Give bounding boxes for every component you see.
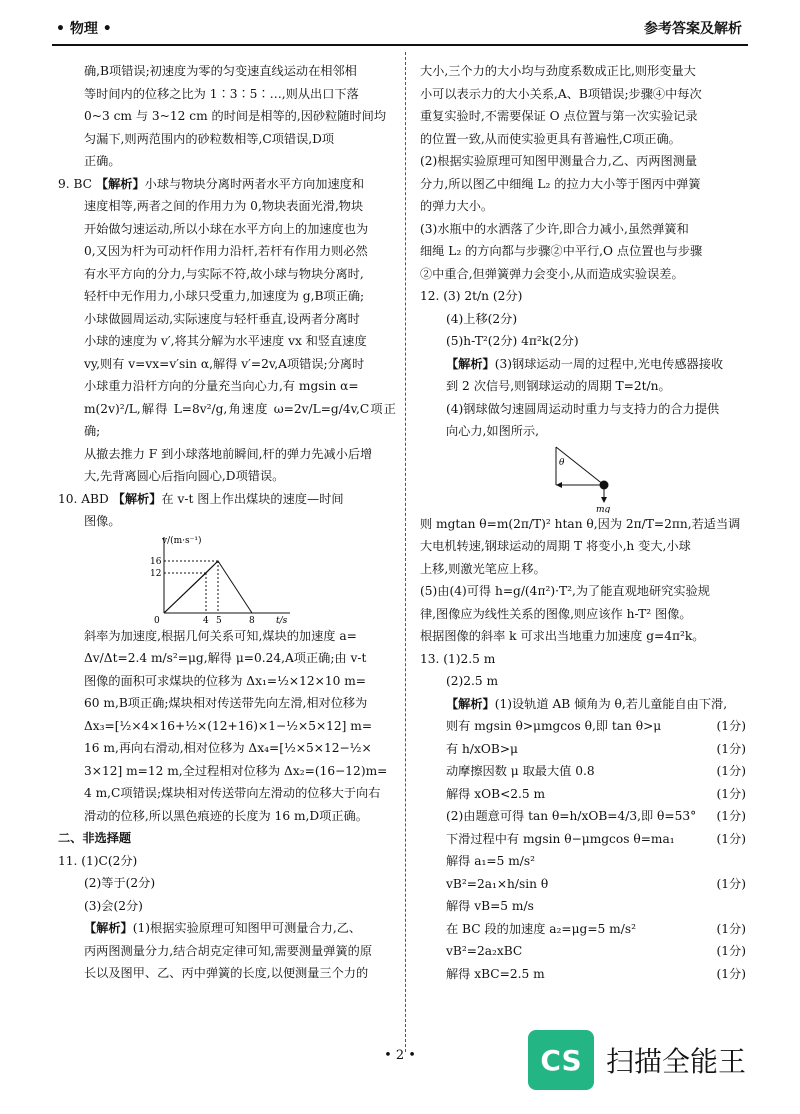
text-line: 的位置一致,从而使实验更具有普遍性,C项正确。 (420, 131, 681, 146)
text-line: m(2v)²/L,解得 L=8v²/g,角速度 ω=2v/L=g/4v,C项正确; (84, 401, 396, 438)
q13-analysis (420, 693, 746, 716)
step-text: (2)由题意可得 tan θ=h/xOB=4/3,即 θ=53° (446, 809, 697, 823)
vt-graph-wrapper (58, 533, 396, 625)
header-subject: • 物理 • (56, 21, 112, 37)
text-line: 滑动的位移,所以黑色痕迹的长度为 16 m,D项正确。 (84, 808, 368, 823)
step-text: vB²=2a₂xBC (446, 944, 523, 958)
text-line: 小球重力沿杆方向的分量充当向心力,有 mgsin α= (84, 379, 359, 393)
text-line: 根据图像的斜率 k 可求出当地重力加速度 g=4π²k。 (420, 629, 705, 643)
vt-graph (150, 533, 300, 625)
page-number: • 2 • (384, 1048, 416, 1063)
points: (1分) (716, 764, 746, 778)
text-line: vy,则有 v=vx=v′sin α,解得 v′=2v,A项错误;分离时 (84, 356, 365, 371)
text-line: 等时间内的位移之比为 1∶3∶5∶…,则从出口下落 (84, 86, 359, 101)
text-line: (5)由(4)可得 h=g/(4π²)·T²,为了能直观地研究实验规 (420, 584, 710, 598)
step-text: 解得 xOB<2.5 m (446, 786, 546, 801)
camscanner-logo-icon: CS (528, 1030, 594, 1090)
text-line: (2)根据实验原理可知图甲测量合力,乙、丙两图测量 (420, 154, 698, 168)
tick-16: 16 (150, 556, 162, 567)
text-line: (1)根据实验原理可知图甲可测量合力,乙、 (132, 921, 362, 935)
step-text: 下滑过程中有 mgsin θ−μmgcos θ=ma₁ (446, 831, 675, 846)
q12-part4: (4)上移(2分) (446, 311, 518, 326)
text-line: (4)钢球做匀速圆周运动时重力与支持力的合力提供 (446, 401, 720, 416)
text-line: 律,图像应为线性关系的图像,则应该作 h-T² 图像。 (420, 606, 692, 621)
text-line: 有水平方向的分力,与实际不符,故小球与物块分离时, (84, 266, 364, 281)
text-line: 向心力,如图所示, (446, 424, 540, 438)
belt-line (164, 561, 252, 613)
y-axis-label: v/(m·s⁻¹) (162, 535, 202, 546)
points: (1分) (716, 966, 746, 981)
header-title: 参考答案及解析 (644, 21, 742, 37)
mg-label: mg (596, 504, 611, 513)
q10-answer (58, 488, 396, 511)
text-line: 在 v-t 图上作出煤块的速度—时间 (161, 491, 344, 506)
steel-ball (600, 480, 609, 489)
text-line: 速度相等,两者之间的作用力为 0,物块表面光滑,物块 (84, 199, 364, 213)
text-line: (1)设轨道 AB 倾角为 θ,若儿童能自由下滑, (494, 696, 728, 711)
text-line: 细绳 L₂ 的方向都与步骤②中平行,O 点位置也与步骤 (420, 244, 703, 258)
text-line: ②中重合,但弹簧弹力会变小,从而造成实验误差。 (420, 266, 684, 281)
q9-analysis-tag: 【解析】 (95, 176, 145, 191)
text-line: 大小,三个力的大小均与劲度系数成正比,则形变量大 (420, 64, 696, 78)
text-line: 0~3 cm 与 3~12 cm 的时间是相等的,因砂粒随时间均 (84, 109, 387, 123)
text-line: 上移,则激光笔应上移。 (420, 561, 546, 576)
text-line: (3)钢球运动一周的过程中,光电传感器接收 (494, 356, 724, 371)
q10-analysis-tag: 【解析】 (112, 491, 162, 506)
text-line: 确,B项错误;初速度为零的匀变速直线运动在相邻相 (84, 64, 357, 78)
left-column (58, 60, 396, 985)
q12-part3: 12. (3) 2t/n (2分) (420, 289, 523, 303)
text-line: 大,先背离圆心后指向圆心,D项错误。 (84, 469, 285, 483)
text-line: 丙两图测量分力,结合胡克定律可知,需要测量弹簧的原 (84, 943, 373, 958)
text-line: 匀漏下,则两范围内的砂粒数相等,C项错误,D项 (84, 131, 335, 146)
step-text: 解得 xBC=2.5 m (446, 966, 545, 981)
q12-analysis (420, 353, 746, 376)
text-line: 分力,所以图乙中细绳 L₂ 的拉力大小等于图丙中弹簧 (420, 176, 701, 191)
x-axis-label: t/s (276, 615, 288, 625)
text-line: 正确。 (84, 154, 121, 168)
points: (1分) (716, 921, 746, 936)
text-line: 图像的面积可求煤块的位移为 Δx₁=½×12×10 m= (84, 673, 366, 688)
text-line: 重复实验时,不需要保证 O 点位置与第一次实验记录 (420, 109, 698, 123)
camscanner-watermark (528, 1024, 800, 1096)
watermark-text: 扫描全能王 (606, 1045, 747, 1078)
scored-step (420, 715, 746, 738)
points: (1分) (716, 944, 746, 958)
text-line: 小球做圆周运动,实际速度与轻杆垂直,设两者分离时 (84, 311, 360, 326)
scored-step (420, 940, 746, 963)
column-divider (405, 52, 406, 1052)
gravity-arrowhead (601, 497, 607, 503)
text-line: 轻杆中无作用力,小球只受重力,加速度为 g,B项正确; (84, 289, 365, 303)
q11-part1: 11. (1)C(2分) (58, 853, 138, 868)
points: (1分) (716, 719, 746, 733)
q9-answer (58, 173, 396, 196)
tick-4: 4 (203, 615, 209, 625)
net-force-arrowhead (556, 482, 562, 488)
step-text: 动摩擦因数 μ 取最大值 0.8 (446, 764, 595, 778)
step-text: 解得 a₁=5 m/s² (446, 854, 536, 868)
text-line: 小球的速度为 v′,将其分解为水平速度 vx 和竖直速度 (84, 334, 367, 348)
pendulum-figure (542, 443, 622, 513)
scored-step (420, 760, 746, 783)
points: (1分) (716, 831, 746, 846)
theta-label: θ (559, 457, 565, 468)
text-line: 斜率为加速度,根据几何关系可知,煤块的加速度 a= (84, 628, 357, 643)
step-text: vB²=2a₁×h/sin θ (446, 876, 549, 891)
text-line: 小球与物块分离时两者水平方向加速度和 (144, 176, 365, 191)
scored-step (420, 783, 746, 806)
step-text: 有 h/xOB>μ (446, 741, 518, 756)
step (420, 895, 746, 918)
q11-part3: (3)会(2分) (84, 898, 143, 913)
scored-step (420, 918, 746, 941)
text-line: (3)水瓶中的水洒落了少许,即合力减小,虽然弹簧和 (420, 221, 689, 236)
text-line: 从撤去推力 F 到小球落地前瞬间,杆的弹力先减小后增 (84, 446, 373, 461)
q13-analysis-tag: 【解析】 (446, 696, 495, 711)
text-line: 长以及图甲、乙、丙中弹簧的长度,以便测量三个力的 (84, 966, 369, 980)
tick-5: 5 (216, 615, 222, 625)
scored-step (420, 805, 746, 828)
text-line: 到 2 次信号,则钢球运动的周期 T=2t/n。 (446, 379, 671, 393)
block-line (164, 561, 218, 613)
text-line: 图像。 (84, 514, 121, 528)
tick-0: 0 (154, 615, 160, 625)
text-line: 则 mgtan θ=m(2π/T)² htan θ,因为 2π/T=2πn,若适当调 (420, 516, 741, 531)
tick-12: 12 (150, 568, 162, 579)
q11-part2: (2)等于(2分) (84, 876, 156, 890)
scored-step (420, 828, 746, 851)
text-line: 开始做匀速运动,所以小球在水平方向上的加速度也为 (84, 221, 369, 236)
points: (1分) (716, 786, 746, 801)
q11-analysis (58, 917, 396, 940)
tick-8: 8 (249, 615, 255, 625)
scored-step (420, 738, 746, 761)
text-line: 3×12] m=12 m,全过程相对位移为 Δx₂=(16−12)m= (84, 763, 388, 778)
text-line: 的弹力大小。 (420, 199, 494, 213)
q10-number: 10. ABD (58, 491, 109, 506)
points: (1分) (716, 741, 746, 756)
text-line: 60 m,B项正确;煤块相对传送带先向左滑,相对位移为 (84, 696, 368, 710)
q11-analysis-tag: 【解析】 (84, 921, 133, 935)
text-line: 4 m,C项错误;煤块相对传送带向左滑动的位移大于向右 (84, 786, 381, 800)
points: (1分) (716, 876, 746, 891)
text-line: 0,又因为杆为可动杆作用力沿杆,若杆有作用力则必然 (84, 244, 368, 258)
q12-analysis-tag: 【解析】 (446, 356, 495, 371)
section-heading: 二、非选择题 (58, 831, 132, 845)
pendulum-figure-wrapper (420, 443, 746, 513)
text-line: 大电机转速,钢球运动的周期 T 将变小,h 变大,小球 (420, 539, 691, 553)
text-line: Δx₃=[½×4×16+½×(12+16)×1−½×5×12] m= (84, 718, 373, 733)
q9-number: 9. BC (58, 176, 93, 191)
text-line: 16 m,再向右滑动,相对位移为 Δx₄=[½×5×12−½× (84, 741, 372, 755)
right-column (420, 60, 746, 985)
text-line: 小可以表示力的大小关系,A、B项错误;步骤④中每次 (420, 86, 702, 101)
q13-part1: 13. (1)2.5 m (420, 651, 496, 666)
step-text: 解得 vB=5 m/s (446, 899, 534, 913)
step (420, 850, 746, 873)
step-text: 则有 mgsin θ>μmgcos θ,即 tan θ>μ (446, 719, 662, 733)
q12-part5: (5)h-T²(2分) 4π²k(2分) (446, 334, 579, 348)
points: (1分) (716, 809, 746, 823)
scored-step (420, 873, 746, 896)
step-text: 在 BC 段的加速度 a₂=μg=5 m/s² (446, 921, 636, 936)
text-line: Δv/Δt=2.4 m/s²=μg,解得 μ=0.24,A项正确;由 v-t (84, 651, 367, 665)
header-rule (52, 44, 748, 46)
q13-part2: (2)2.5 m (446, 674, 499, 688)
scored-step (420, 963, 746, 986)
